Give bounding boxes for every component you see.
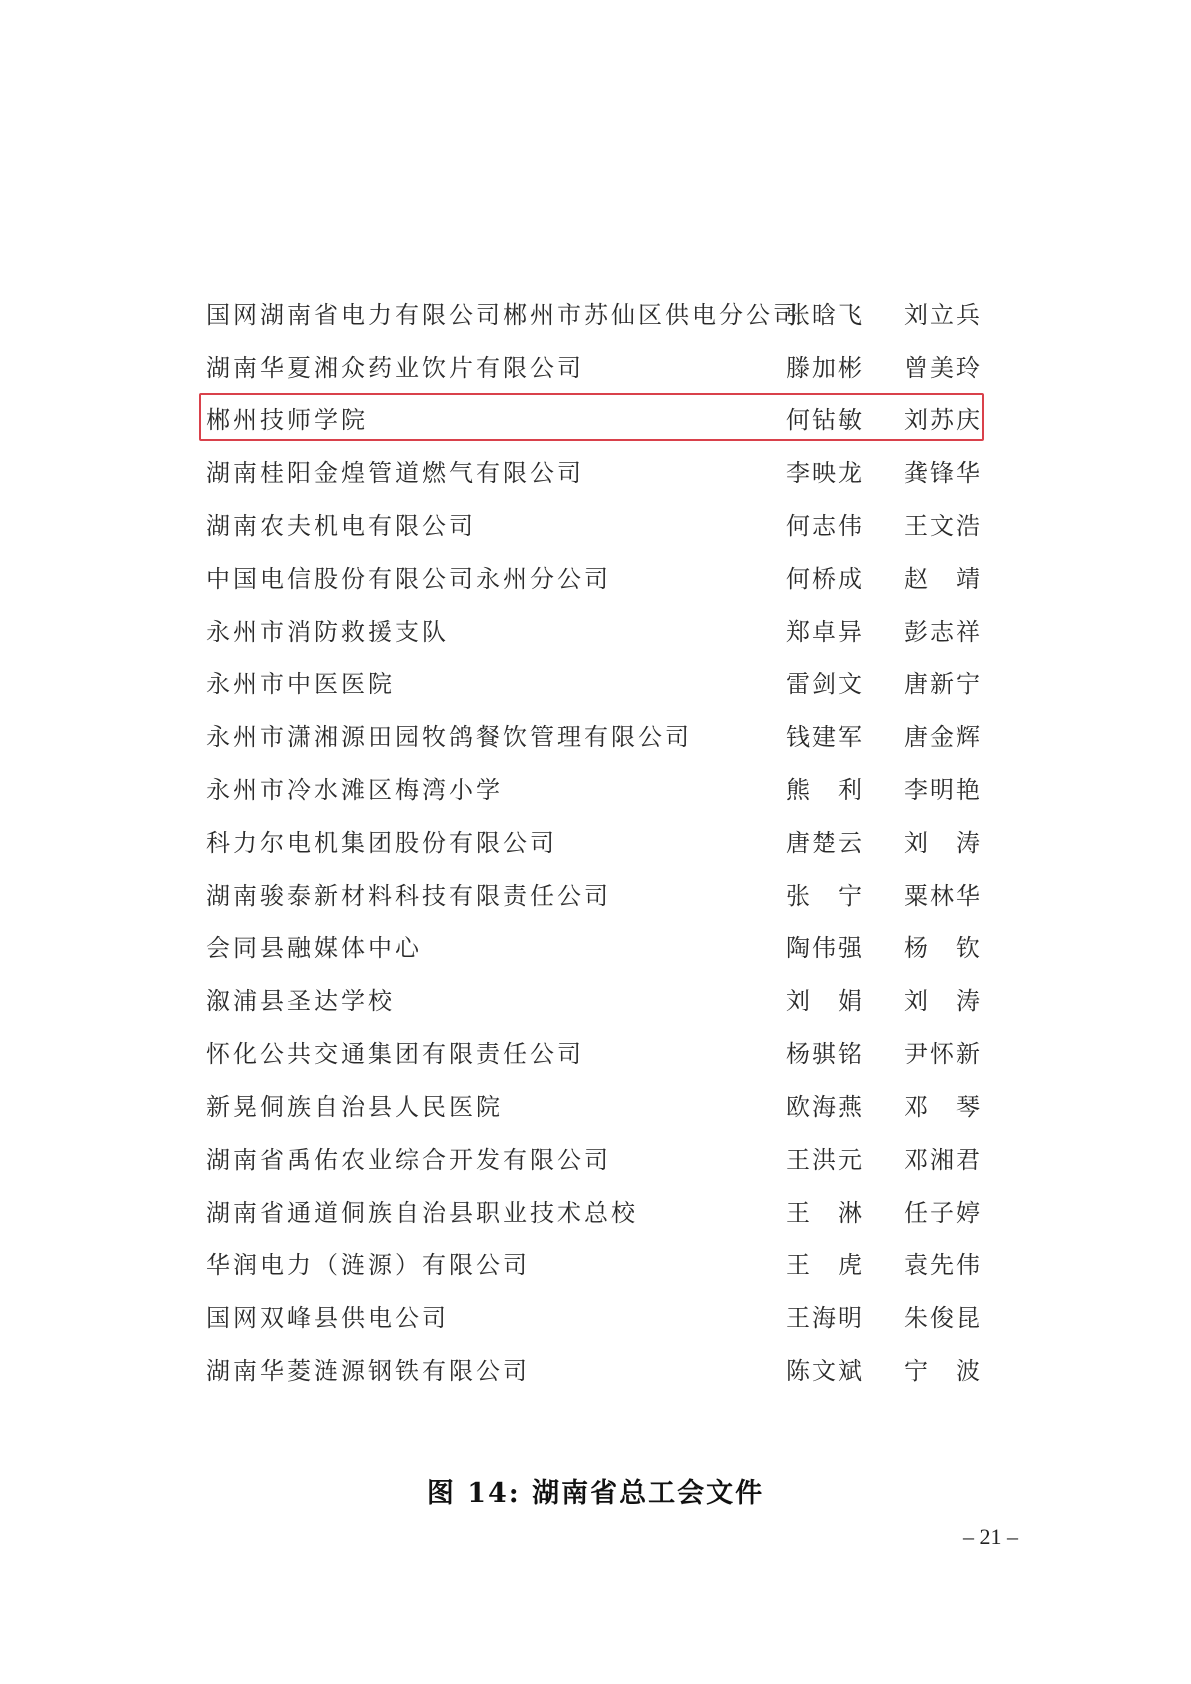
person-name: 钱建军 <box>786 723 864 751</box>
organization-name: 溆浦县圣达学校 <box>206 987 395 1015</box>
organization-name: 湖南华夏湘众药业饮片有限公司 <box>206 354 584 382</box>
person-name: 王 淋 <box>786 1199 864 1227</box>
person-name: 王洪元 <box>786 1146 864 1174</box>
organization-name: 中国电信股份有限公司永州分公司 <box>206 565 611 593</box>
person-name: 杨 钦 <box>904 934 982 962</box>
page-number: – 21 – <box>963 1524 1018 1549</box>
person-name: 刘苏庆 <box>904 406 982 434</box>
person-name: 李映龙 <box>786 459 864 487</box>
person-name: 陶伟强 <box>786 934 864 962</box>
organization-name: 郴州技师学院 <box>206 406 368 434</box>
list-item <box>0 295 1191 335</box>
figure-caption: 图 14: 湖南省总工会文件 <box>426 1478 765 1509</box>
list-item <box>0 981 1191 1021</box>
person-name: 邓 琴 <box>904 1093 982 1121</box>
person-name: 刘 涛 <box>904 829 982 857</box>
organization-name: 永州市消防救援支队 <box>206 618 449 646</box>
list-item <box>0 348 1191 388</box>
organization-name: 怀化公共交通集团有限责任公司 <box>206 1040 584 1068</box>
list-item <box>0 1034 1191 1074</box>
person-name: 李明艳 <box>904 776 982 804</box>
person-name: 刘 涛 <box>904 987 982 1015</box>
organization-name: 湖南骏泰新材料科技有限责任公司 <box>206 882 611 910</box>
person-name: 张 宁 <box>786 882 864 910</box>
person-name: 邓湘君 <box>904 1146 982 1174</box>
person-name: 王 虎 <box>786 1251 864 1279</box>
person-name: 陈文斌 <box>786 1357 864 1385</box>
list-item <box>0 664 1191 704</box>
person-name: 滕加彬 <box>786 354 864 382</box>
person-name: 曾美玲 <box>904 354 982 382</box>
person-name: 王文浩 <box>904 512 982 540</box>
list-item <box>0 717 1191 757</box>
organization-name: 湖南农夫机电有限公司 <box>206 512 476 540</box>
list-item <box>0 1298 1191 1338</box>
person-name: 王海明 <box>786 1304 864 1332</box>
person-name: 何志伟 <box>786 512 864 540</box>
person-name: 赵 靖 <box>904 565 982 593</box>
person-name: 彭志祥 <box>904 618 982 646</box>
list-item <box>0 1351 1191 1391</box>
person-name: 刘立兵 <box>904 301 982 329</box>
organization-name: 湖南省禹佑农业综合开发有限公司 <box>206 1146 611 1174</box>
person-name: 唐楚云 <box>786 829 864 857</box>
person-name: 朱俊昆 <box>904 1304 982 1332</box>
person-name: 尹怀新 <box>904 1040 982 1068</box>
person-name: 龚锋华 <box>904 459 982 487</box>
list-item <box>0 506 1191 546</box>
organization-name: 新晃侗族自治县人民医院 <box>206 1093 503 1121</box>
list-item <box>0 559 1191 599</box>
person-name: 何钻敏 <box>786 406 864 434</box>
organization-name: 会同县融媒体中心 <box>206 934 422 962</box>
organization-name: 华润电力（涟源）有限公司 <box>206 1251 530 1279</box>
list-item <box>0 928 1191 968</box>
person-name: 袁先伟 <box>904 1251 982 1279</box>
organization-name: 湖南桂阳金煌管道燃气有限公司 <box>206 459 584 487</box>
organization-name: 湖南华菱涟源钢铁有限公司 <box>206 1357 530 1385</box>
list-item <box>0 1087 1191 1127</box>
person-name: 刘 娟 <box>786 987 864 1015</box>
organization-name: 科力尔电机集团股份有限公司 <box>206 829 557 857</box>
list-item <box>0 1140 1191 1180</box>
person-name: 何桥成 <box>786 565 864 593</box>
organization-name: 永州市冷水滩区梅湾小学 <box>206 776 503 804</box>
list-item <box>0 876 1191 916</box>
person-name: 雷剑文 <box>786 670 864 698</box>
organization-name: 永州市中医医院 <box>206 670 395 698</box>
list-item <box>0 1245 1191 1285</box>
person-name: 杨骐铭 <box>786 1040 864 1068</box>
highlight-box <box>199 393 984 441</box>
person-name: 宁 波 <box>904 1357 982 1385</box>
list-item <box>0 770 1191 810</box>
list-item <box>0 612 1191 652</box>
person-name: 郑卓异 <box>786 618 864 646</box>
person-name: 张晗飞 <box>786 301 864 329</box>
organization-name: 湖南省通道侗族自治县职业技术总校 <box>206 1199 638 1227</box>
list-item <box>0 1193 1191 1233</box>
organization-name: 国网湖南省电力有限公司郴州市苏仙区供电分公司 <box>206 301 800 329</box>
person-name: 唐新宁 <box>904 670 982 698</box>
person-name: 熊 利 <box>786 776 864 804</box>
organization-name: 永州市潇湘源田园牧鸽餐饮管理有限公司 <box>206 723 692 751</box>
person-name: 欧海燕 <box>786 1093 864 1121</box>
list-item <box>0 453 1191 493</box>
person-name: 粟林华 <box>904 882 982 910</box>
organization-name: 国网双峰县供电公司 <box>206 1304 449 1332</box>
person-name: 唐金辉 <box>904 723 982 751</box>
person-name: 任子婷 <box>904 1199 982 1227</box>
list-item <box>0 823 1191 863</box>
